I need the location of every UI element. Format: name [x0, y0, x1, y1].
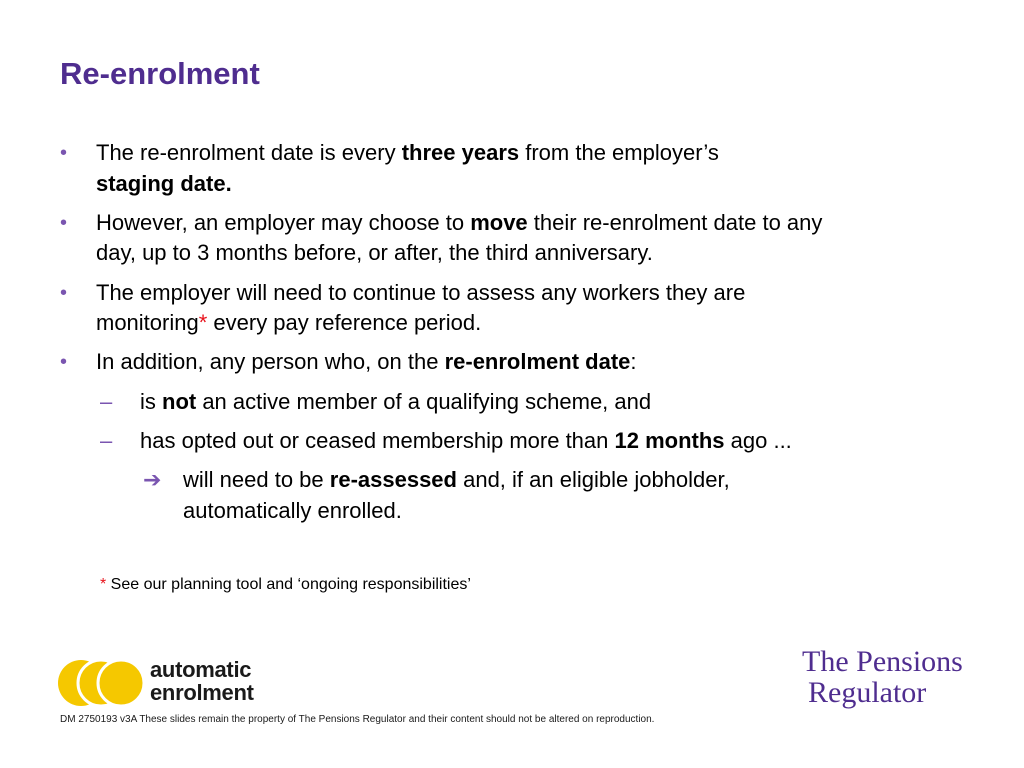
bullet-marker: •: [60, 142, 68, 164]
bullet-1-line-2: staging date.: [96, 171, 232, 196]
slide-title: Re-enrolment: [60, 56, 260, 91]
sub-item-2: has opted out or ceased membership more than 12 months ago ...: [140, 428, 792, 453]
bullet-2-line-2: day, up to 3 months before, or after, the third anniversary.: [96, 240, 653, 265]
arrow-right-icon: ➔: [143, 467, 162, 492]
logo-wordmark: automatic enrolment: [150, 657, 254, 705]
bullet-marker: •: [60, 351, 68, 373]
bullet-1-line-1: The re-enrolment date is every three years from the employer’s: [96, 140, 719, 165]
footnote: * See our planning tool and ‘ongoing responsibilities’: [100, 576, 471, 593]
bullet-3-line-2: monitoring* every pay reference period.: [96, 310, 482, 335]
logo-circles-icon: [58, 655, 150, 711]
bullet-2-line-1: However, an employer may choose to move their re-enrolment date to any: [96, 210, 823, 235]
bullet-4-line-1: In addition, any person who, on the re-enrolment date:: [96, 349, 637, 374]
bullet-marker: •: [60, 282, 68, 304]
automatic-enrolment-logo: [58, 655, 268, 711]
bullet-3-line-1: The employer will need to continue to assess any workers they are: [96, 280, 746, 305]
arrow-item-line-2: automatically enrolled.: [183, 498, 402, 523]
sub-item-1: is not an active member of a qualifying scheme, and: [140, 389, 652, 414]
footer-disclaimer: DM 2750193 v3A These slides remain the property of The Pensions Regulator and their content should not be altered on reproduction.: [60, 714, 655, 725]
asterisk-mark: *: [198, 310, 208, 335]
asterisk-mark: *: [100, 576, 107, 593]
pensions-regulator-logo: The Pensions Regulator: [802, 645, 963, 709]
dash-marker: –: [100, 428, 113, 453]
dash-marker: –: [100, 389, 113, 414]
arrow-item-line-1: will need to be re-assessed and, if an eligible jobholder,: [183, 467, 730, 492]
bullet-marker: •: [60, 212, 68, 234]
